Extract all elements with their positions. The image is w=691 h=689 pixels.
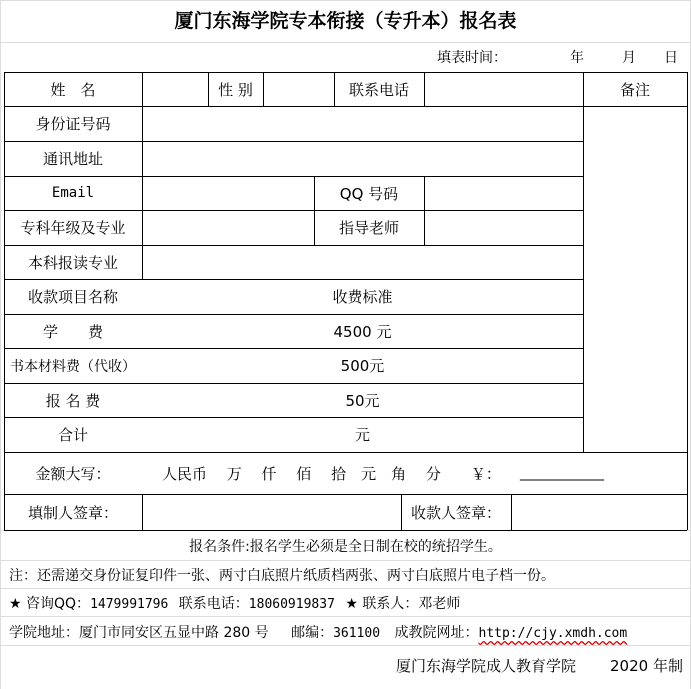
website-label: 成教院网址： xyxy=(394,625,479,641)
field-phone[interactable] xyxy=(424,72,583,106)
field-name[interactable] xyxy=(142,72,208,106)
postcode-value: 361100 xyxy=(333,626,381,641)
contact-phone-label: 联系电话： xyxy=(178,596,249,612)
fee-row-item: 合计 xyxy=(57,426,88,444)
contact-phone: 18060919837 xyxy=(248,597,335,612)
address-value: 厦门市同安区五显中路 280 号 xyxy=(79,625,269,641)
field-email[interactable] xyxy=(142,176,314,210)
label-id-number: 身份证号码 xyxy=(35,115,111,133)
field-address[interactable] xyxy=(142,141,583,176)
website-link[interactable]: http://cjy.xmdh.com xyxy=(478,626,628,641)
fee-row-item: 书本材料费（代收） xyxy=(10,358,136,375)
star-icon: ★ xyxy=(345,596,358,612)
fee-row-amount: 元 xyxy=(354,426,370,444)
amount-words-label: 金额大写： xyxy=(35,464,111,483)
label-gender: 性 别 xyxy=(218,80,253,99)
note-condition: 报名条件:报名学生必须是全日制在校的统招学生。 xyxy=(189,539,502,555)
field-college-major[interactable] xyxy=(142,210,314,245)
address-line xyxy=(9,622,627,642)
field-gender[interactable] xyxy=(263,72,334,106)
amount-words-text: 人民币 万 仟 佰 拾 元 角 分 ￥： xyxy=(162,464,501,483)
label-address: 通讯地址 xyxy=(42,150,103,168)
fill-date-day: 日 xyxy=(664,50,678,66)
label-remark: 备注 xyxy=(619,80,650,99)
footer-org: 厦门东海学院成人教育学院 xyxy=(396,657,577,675)
label-advisor: 指导老师 xyxy=(338,219,399,237)
label-bachelor-major: 本科报读专业 xyxy=(27,253,118,272)
fee-row-amount: 500元 xyxy=(340,357,385,375)
fill-date-month: 月 xyxy=(622,50,636,66)
contact-line xyxy=(9,593,460,613)
fee-row-amount: 4500 元 xyxy=(333,322,392,341)
label-email: Email xyxy=(51,185,95,201)
fee-row-item: 学 费 xyxy=(42,322,103,341)
fill-date-year: 年 xyxy=(570,50,584,66)
fee-header-item: 收款项目名称 xyxy=(27,288,118,306)
contact-person-label: 联系人： xyxy=(362,596,419,612)
field-qq[interactable] xyxy=(424,176,583,210)
field-bachelor-major[interactable] xyxy=(142,245,583,279)
star-icon: ★ xyxy=(9,596,22,612)
field-remark[interactable] xyxy=(583,106,687,452)
field-payee-signature[interactable] xyxy=(511,494,687,530)
contact-person: 邓老师 xyxy=(418,596,461,612)
field-advisor[interactable] xyxy=(424,210,583,245)
label-college-major: 专科年级及专业 xyxy=(20,219,126,237)
fill-date-label: 填表时间： xyxy=(437,50,507,66)
label-preparer-signature: 填制人签章： xyxy=(27,503,118,522)
fee-row-amount: 50元 xyxy=(345,391,380,410)
field-id-number[interactable] xyxy=(142,106,583,141)
label-payee-signature: 收款人签章： xyxy=(410,503,501,522)
postcode-label: 邮编： xyxy=(291,625,334,641)
fee-row-item: 报 名 费 xyxy=(45,391,101,410)
note-materials: 注：还需递交身份证复印件一张、两寸白底照片纸质档两张、两寸白底照片电子档一份。 xyxy=(9,568,555,584)
label-name: 姓 名 xyxy=(50,80,96,99)
amount-yen-blank[interactable]: ____________ xyxy=(520,465,604,481)
contact-qq-label: 咨询QQ： xyxy=(26,596,91,612)
page-title: 厦门东海学院专本衔接（专升本）报名表 xyxy=(174,10,517,32)
label-phone: 联系电话 xyxy=(348,80,409,99)
address-label: 学院地址： xyxy=(9,625,79,641)
field-preparer-signature[interactable] xyxy=(142,494,401,530)
label-qq: QQ 号码 xyxy=(339,184,399,203)
fee-header-standard: 收费标准 xyxy=(332,288,393,306)
footer-year: 2020 年制 xyxy=(610,657,683,675)
contact-qq: 1479991796 xyxy=(90,597,169,612)
